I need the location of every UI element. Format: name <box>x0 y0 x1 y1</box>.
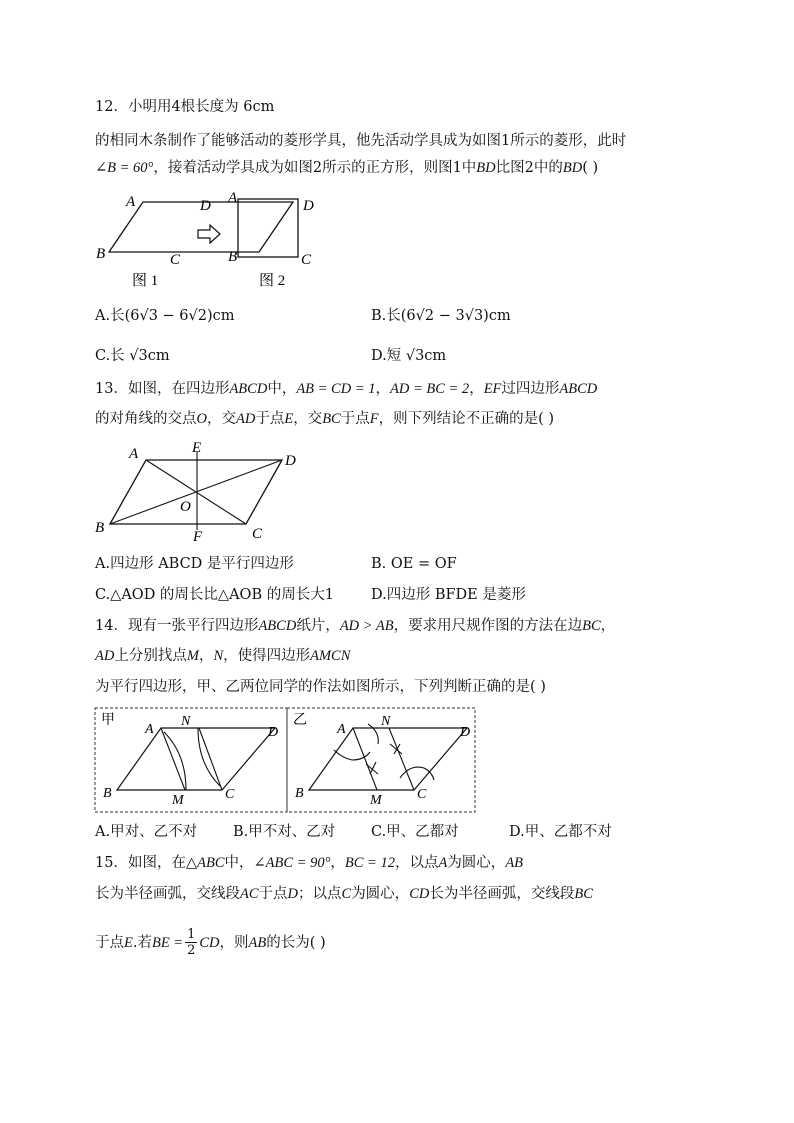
q14-option-d: D.甲、乙都不对 <box>509 824 612 840</box>
fig2-label-D: D <box>303 198 314 214</box>
fig2-caption: 图 2 <box>259 273 286 289</box>
q12-line2: 的相同木条制作了能够活动的菱形学具，他先活动学具成为如图1所示的菱形，此时 <box>95 133 627 149</box>
jia-parallelogram <box>117 728 275 790</box>
jia-arc-2 <box>198 728 220 786</box>
q15-line1: 15．如图，在△ABC中，∠ABC = 90°，BC = 12，以点A为圆心，AB <box>95 855 524 871</box>
fig13-label-F: F <box>193 529 203 545</box>
yi-segment-nc <box>389 728 414 790</box>
jia-arc-1 <box>164 732 186 790</box>
fig2-label-A: A <box>228 190 238 206</box>
q13-figure <box>92 438 307 548</box>
jia-label-N: N <box>181 714 191 729</box>
fig1-label-B: B <box>96 246 106 262</box>
yi-cross-2 <box>366 762 378 774</box>
yi-arc-top <box>368 724 378 744</box>
q12-option-c: C.长 √3cm <box>95 348 170 364</box>
panel-yi-title: 乙 <box>293 712 307 728</box>
q14-line3: 为平行四边形，甲、乙两位同学的作法如图所示，下列判断正确的是( ) <box>95 679 546 695</box>
q12-option-a: A.长(6√3 − 6√2)cm <box>95 308 235 324</box>
yi-label-M: M <box>370 793 382 808</box>
jia-label-D: D <box>268 725 279 740</box>
q14-option-a: A.甲对、乙不对 <box>95 824 198 840</box>
diagonal-bd <box>110 460 282 524</box>
yi-label-B: B <box>295 786 304 801</box>
fig13-label-A: A <box>129 446 139 462</box>
yi-parallelogram <box>309 728 467 790</box>
q12-line3: ∠B = 60°，接着活动学具成为如图2所示的正方形，则图1中BD比图2中的BD( ) <box>95 160 599 176</box>
panel-jia-title: 甲 <box>101 712 115 728</box>
fraction-one-half: $\frac{1}{2}$ <box>187 927 196 958</box>
fig1-caption: 图 1 <box>132 273 159 289</box>
q14-line1: 14．现有一张平行四边形ABCD纸片，AD > AB，要求用尺规作图的方法在边BC， <box>95 618 616 634</box>
q12-option-d: D.短 √3cm <box>371 348 447 364</box>
fig2-label-B: B <box>228 249 238 265</box>
yi-segment-am <box>353 728 377 790</box>
fig13-label-O: O <box>180 499 191 515</box>
fig13-label-E: E <box>192 440 202 456</box>
fig1-label-D: D <box>200 198 211 214</box>
q12-figure <box>92 188 332 293</box>
yi-label-C: C <box>417 787 427 802</box>
q15-line2: 长为半径画弧，交线段AC于点D；以点C为圆心，CD长为半径画弧，交线段BC <box>95 886 593 902</box>
fig1-label-A: A <box>126 194 136 210</box>
q13-option-c: C.△AOD 的周长比△AOB 的周长大1 <box>95 587 334 603</box>
jia-label-B: B <box>103 786 112 801</box>
jia-label-A: A <box>145 722 154 737</box>
q13-line1: 13．如图，在四边形ABCD中，AB = CD = 1，AD = BC = 2，EF过四边形ABCD <box>95 381 598 397</box>
q14-option-c: C.甲、乙都对 <box>371 824 459 840</box>
yi-label-D: D <box>460 725 471 740</box>
q13-line2: 的对角线的交点O，交AD于点E，交BC于点F，则下列结论不正确的是( ) <box>95 411 555 427</box>
fig2-label-C: C <box>301 252 312 268</box>
jia-label-C: C <box>225 787 235 802</box>
q12-option-b: B.长(6√2 − 3√3)cm <box>371 308 511 324</box>
fig13-label-B: B <box>95 520 105 536</box>
right-arrow-icon <box>198 225 220 243</box>
q14-option-b: B.甲不对、乙对 <box>233 824 336 840</box>
panel-jia <box>95 708 287 812</box>
fig13-label-D: D <box>285 453 296 469</box>
fig13-label-C: C <box>252 526 263 542</box>
q13-option-d: D.四边形 BFDE 是菱形 <box>371 587 526 603</box>
q14-figure <box>94 706 478 814</box>
yi-label-N: N <box>381 714 391 729</box>
q13-option-b: B. OE = OF <box>371 556 457 572</box>
q14-line2: AD上分别找点M，N，使得四边形AMCN <box>95 648 351 664</box>
fig1-label-C: C <box>170 252 181 268</box>
q15-line3: 于点 E .若 BE = $\frac{1}{2}$ CD ，则 AB 的长为( ) <box>95 927 326 958</box>
q13-option-a: A.四边形 ABCD 是平行四边形 <box>95 556 294 572</box>
q12-line1: 12．小明用4根长度为 6cm <box>95 99 275 115</box>
yi-label-A: A <box>337 722 346 737</box>
jia-label-M: M <box>172 793 184 808</box>
